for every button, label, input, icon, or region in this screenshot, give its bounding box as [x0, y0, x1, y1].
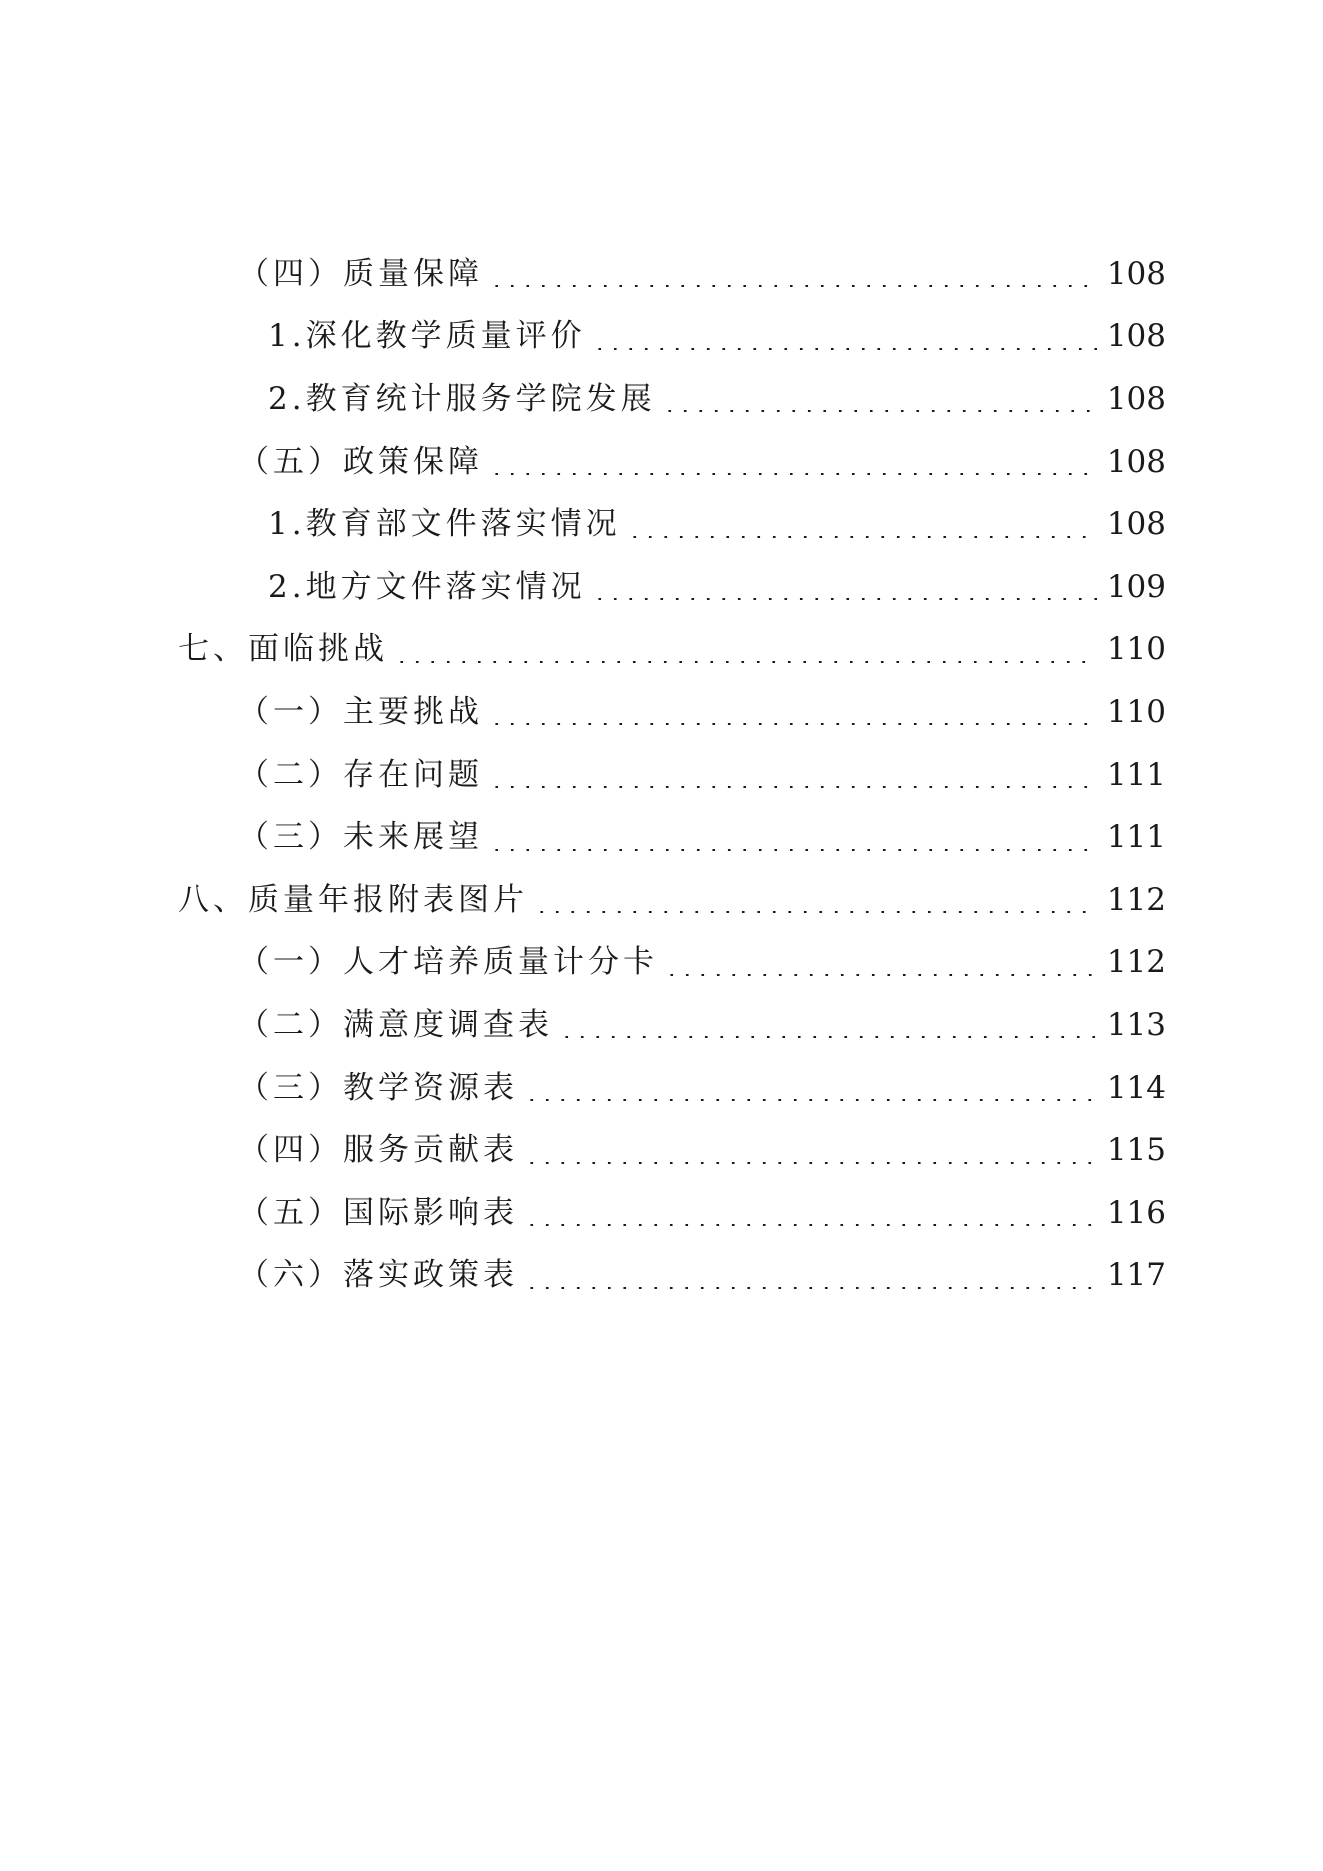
toc-entry[interactable] [0, 681, 1323, 744]
toc-entry-page-number: 108 [1106, 318, 1166, 355]
toc-entry[interactable] [0, 994, 1323, 1057]
toc-entry-page-number: 108 [1106, 255, 1166, 292]
toc-entry[interactable] [0, 556, 1323, 619]
toc-entry[interactable] [0, 243, 1323, 306]
toc-entry-page-number: 111 [1106, 819, 1166, 856]
toc-entry-label: 1.教育部文件落实情况 [268, 506, 621, 543]
toc-entry-label: 2.地方文件落实情况 [268, 568, 586, 605]
dot-leader [524, 1287, 1097, 1289]
toc-entry-page-number: 108 [1106, 443, 1166, 480]
dot-leader [524, 1224, 1097, 1226]
toc-entry-label: （一）主要挑战 [238, 693, 483, 730]
dot-leader [664, 974, 1097, 976]
toc-entry-page-number: 112 [1106, 944, 1166, 981]
toc-entry[interactable] [0, 1182, 1323, 1245]
toc-entry-label: （五）国际影响表 [238, 1194, 518, 1231]
toc-entry[interactable] [0, 869, 1323, 932]
table-of-contents [0, 243, 1323, 1307]
toc-entry-page-number: 108 [1106, 506, 1166, 543]
toc-entry-label: 八、质量年报附表图片 [178, 881, 528, 918]
toc-entry-page-number: 111 [1106, 756, 1166, 793]
toc-entry[interactable] [0, 744, 1323, 807]
toc-entry-label: （一）人才培养质量计分卡 [238, 944, 658, 981]
toc-entry-page-number: 110 [1106, 631, 1166, 668]
toc-entry-page-number: 109 [1106, 568, 1166, 605]
dot-leader [489, 285, 1097, 287]
toc-entry[interactable] [0, 1057, 1323, 1120]
toc-entry-label: （三）教学资源表 [238, 1069, 518, 1106]
toc-entry-page-number: 108 [1106, 380, 1166, 417]
toc-entry-label: （二）满意度调查表 [238, 1006, 553, 1043]
toc-entry[interactable] [0, 306, 1323, 369]
toc-entry[interactable] [0, 806, 1323, 869]
toc-entry[interactable] [0, 1119, 1323, 1182]
dot-leader [627, 536, 1097, 538]
toc-entry-label: （三）未来展望 [238, 819, 483, 856]
toc-entry-page-number: 116 [1106, 1194, 1166, 1231]
toc-entry-page-number: 115 [1106, 1132, 1166, 1169]
toc-entry-label: 七、面临挑战 [178, 631, 388, 668]
toc-entry-label: 1.深化教学质量评价 [268, 318, 586, 355]
dot-leader [592, 598, 1097, 600]
dot-leader [489, 849, 1097, 851]
dot-leader [592, 348, 1097, 350]
toc-entry[interactable] [0, 431, 1323, 494]
toc-entry-label: （六）落实政策表 [238, 1257, 518, 1294]
toc-entry[interactable] [0, 493, 1323, 556]
toc-entry-label: 2.教育统计服务学院发展 [268, 380, 656, 417]
toc-entry-label: （二）存在问题 [238, 756, 483, 793]
toc-entry[interactable] [0, 1245, 1323, 1308]
toc-entry[interactable] [0, 368, 1323, 431]
toc-entry-page-number: 112 [1106, 881, 1166, 918]
toc-entry[interactable] [0, 619, 1323, 682]
dot-leader [559, 1036, 1097, 1038]
toc-entry-page-number: 114 [1106, 1069, 1166, 1106]
toc-entry-page-number: 113 [1106, 1006, 1166, 1043]
toc-entry-label: （五）政策保障 [238, 443, 483, 480]
dot-leader [524, 1162, 1097, 1164]
toc-entry[interactable] [0, 932, 1323, 995]
dot-leader [662, 410, 1097, 412]
dot-leader [534, 911, 1097, 913]
toc-entry-page-number: 110 [1106, 693, 1166, 730]
toc-entry-page-number: 117 [1106, 1257, 1166, 1294]
toc-entry-label: （四）质量保障 [238, 255, 483, 292]
dot-leader [489, 786, 1097, 788]
dot-leader [524, 1099, 1097, 1101]
toc-entry-label: （四）服务贡献表 [238, 1132, 518, 1169]
dot-leader [489, 723, 1097, 725]
dot-leader [489, 473, 1097, 475]
dot-leader [394, 661, 1097, 663]
